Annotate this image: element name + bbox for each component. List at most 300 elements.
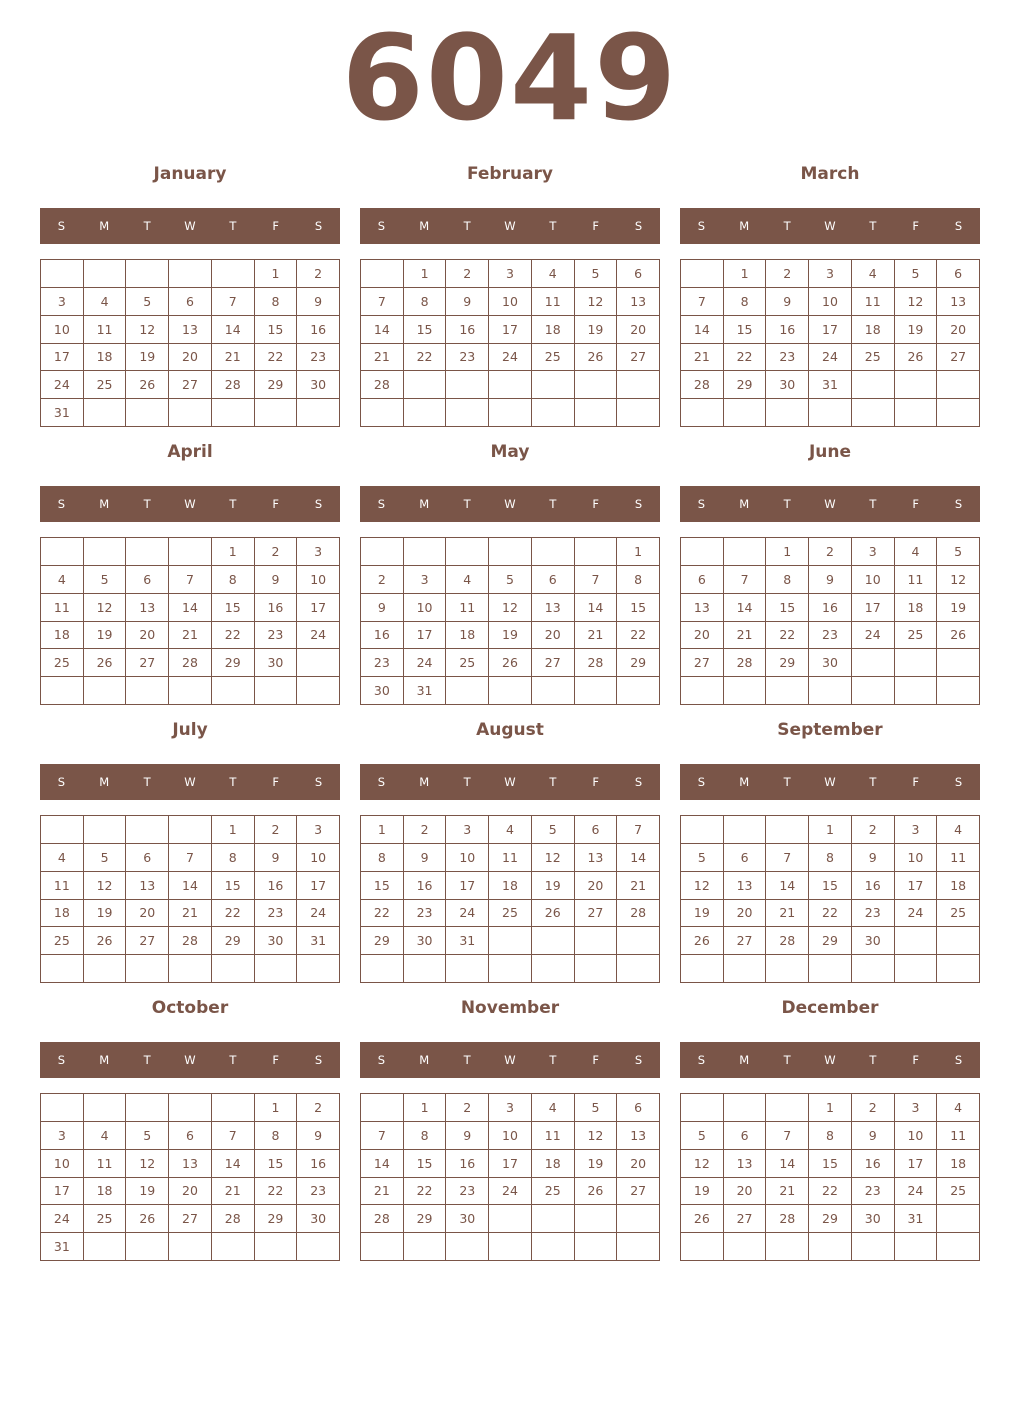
day-cell [937, 955, 980, 983]
day-cell: 24 [41, 371, 84, 399]
day-cell: 7 [681, 288, 724, 316]
day-cell: 22 [404, 344, 447, 372]
day-grid [360, 1093, 660, 1261]
month-july [40, 718, 340, 986]
day-cell [489, 955, 532, 983]
day-cell: 11 [895, 566, 938, 594]
weekday-label: M [419, 1053, 430, 1067]
day-cell [489, 371, 532, 399]
day-cell [852, 677, 895, 705]
day-cell: 29 [212, 649, 255, 677]
day-cell: 18 [84, 1178, 127, 1206]
day-cell: 25 [895, 622, 938, 650]
day-cell: 27 [724, 927, 767, 955]
day-cell: 14 [361, 316, 404, 344]
day-cell: 22 [361, 900, 404, 928]
day-cell: 2 [255, 816, 298, 844]
weekday-label: T [783, 219, 791, 233]
day-cell: 15 [212, 594, 255, 622]
day-grid [40, 537, 340, 705]
weekday-label: W [184, 497, 196, 511]
weekday-label: S [634, 497, 643, 511]
day-cell: 8 [724, 288, 767, 316]
day-cell [212, 260, 255, 288]
day-cell: 12 [937, 566, 980, 594]
day-cell: 20 [617, 1150, 660, 1178]
day-cell: 20 [724, 900, 767, 928]
day-cell: 28 [766, 1205, 809, 1233]
day-cell: 22 [212, 622, 255, 650]
day-cell [361, 955, 404, 983]
day-cell: 5 [681, 1122, 724, 1150]
weekday-header [360, 764, 660, 800]
day-cell: 6 [937, 260, 980, 288]
day-cell [84, 1094, 127, 1122]
day-cell: 10 [297, 566, 340, 594]
day-cell: 3 [404, 566, 447, 594]
day-cell: 8 [212, 844, 255, 872]
day-cell [575, 538, 618, 566]
day-cell: 12 [575, 1122, 618, 1150]
day-cell: 7 [212, 288, 255, 316]
day-cell [41, 955, 84, 983]
day-cell: 21 [212, 1178, 255, 1206]
day-cell [532, 371, 575, 399]
day-cell: 8 [404, 288, 447, 316]
day-cell: 6 [532, 566, 575, 594]
day-cell [126, 677, 169, 705]
day-cell: 20 [575, 872, 618, 900]
day-cell: 25 [489, 900, 532, 928]
day-cell: 26 [84, 649, 127, 677]
day-cell: 17 [41, 1178, 84, 1206]
day-cell: 13 [617, 1122, 660, 1150]
day-cell: 6 [724, 844, 767, 872]
day-cell: 11 [532, 288, 575, 316]
day-cell [212, 955, 255, 983]
day-cell: 12 [126, 316, 169, 344]
day-cell [169, 538, 212, 566]
day-cell: 2 [255, 538, 298, 566]
day-cell: 12 [681, 1150, 724, 1178]
day-cell: 14 [169, 872, 212, 900]
day-cell: 15 [212, 872, 255, 900]
weekday-label: T [143, 1053, 151, 1067]
day-cell: 16 [446, 1150, 489, 1178]
day-cell: 14 [766, 872, 809, 900]
day-cell: 18 [489, 872, 532, 900]
month-march [680, 162, 980, 430]
weekday-label: W [504, 219, 516, 233]
weekday-label: M [739, 219, 750, 233]
day-cell: 9 [809, 566, 852, 594]
day-cell: 18 [532, 316, 575, 344]
day-cell: 19 [895, 316, 938, 344]
day-cell: 24 [895, 900, 938, 928]
day-cell: 29 [212, 927, 255, 955]
day-cell: 11 [532, 1122, 575, 1150]
day-cell: 10 [809, 288, 852, 316]
day-grid [40, 1093, 340, 1261]
day-cell [724, 1094, 767, 1122]
day-cell [681, 260, 724, 288]
day-cell: 8 [809, 1122, 852, 1150]
day-cell: 16 [255, 594, 298, 622]
weekday-label: W [504, 775, 516, 789]
day-cell [84, 260, 127, 288]
day-cell: 21 [766, 900, 809, 928]
day-cell: 30 [446, 1205, 489, 1233]
month-name: December [781, 998, 879, 1018]
day-cell: 18 [41, 622, 84, 650]
weekday-label: F [912, 775, 920, 789]
day-cell [297, 399, 340, 427]
day-cell [41, 260, 84, 288]
day-cell [126, 955, 169, 983]
day-cell: 24 [895, 1178, 938, 1206]
day-cell: 28 [575, 649, 618, 677]
day-cell: 18 [84, 344, 127, 372]
day-cell: 20 [532, 622, 575, 650]
day-cell: 18 [895, 594, 938, 622]
day-cell [895, 927, 938, 955]
day-cell: 23 [255, 622, 298, 650]
day-cell: 26 [126, 1205, 169, 1233]
day-cell: 19 [575, 1150, 618, 1178]
day-cell: 11 [937, 1122, 980, 1150]
day-cell: 19 [84, 900, 127, 928]
day-cell: 17 [446, 872, 489, 900]
day-cell [84, 538, 127, 566]
day-cell: 25 [446, 649, 489, 677]
weekday-label: T [463, 775, 471, 789]
day-cell: 22 [617, 622, 660, 650]
day-cell [169, 260, 212, 288]
day-cell [575, 1233, 618, 1261]
day-grid [680, 537, 980, 705]
day-cell: 12 [895, 288, 938, 316]
day-cell: 4 [852, 260, 895, 288]
day-cell: 27 [126, 927, 169, 955]
weekday-label: M [739, 1053, 750, 1067]
day-cell [532, 399, 575, 427]
day-cell: 24 [297, 900, 340, 928]
day-cell [852, 1233, 895, 1261]
day-cell: 7 [169, 566, 212, 594]
day-cell [489, 1233, 532, 1261]
day-cell: 26 [895, 344, 938, 372]
weekday-label: W [184, 1053, 196, 1067]
month-name: January [153, 164, 227, 184]
weekday-header [360, 1042, 660, 1078]
day-cell: 18 [446, 622, 489, 650]
day-cell: 4 [489, 816, 532, 844]
day-cell: 14 [681, 316, 724, 344]
month-name: June [808, 442, 852, 462]
day-cell: 2 [766, 260, 809, 288]
weekday-label: T [783, 775, 791, 789]
day-cell: 9 [255, 844, 298, 872]
day-cell: 25 [84, 1205, 127, 1233]
day-cell [255, 1233, 298, 1261]
day-cell: 23 [852, 900, 895, 928]
day-cell: 30 [297, 1205, 340, 1233]
day-cell: 28 [169, 649, 212, 677]
weekday-label: M [419, 219, 430, 233]
day-cell: 5 [575, 1094, 618, 1122]
weekday-label: S [314, 775, 323, 789]
day-cell: 5 [84, 566, 127, 594]
day-cell: 27 [937, 344, 980, 372]
day-cell: 15 [809, 872, 852, 900]
day-cell [766, 1094, 809, 1122]
day-cell [532, 677, 575, 705]
day-cell [617, 371, 660, 399]
day-grid [40, 815, 340, 983]
day-cell: 3 [41, 1122, 84, 1150]
day-cell: 7 [724, 566, 767, 594]
day-cell: 11 [84, 316, 127, 344]
day-cell: 21 [169, 622, 212, 650]
day-cell [681, 1233, 724, 1261]
day-cell: 25 [852, 344, 895, 372]
month-name: February [466, 164, 554, 184]
day-cell: 27 [575, 900, 618, 928]
day-cell [937, 1205, 980, 1233]
day-cell: 6 [169, 1122, 212, 1150]
day-cell: 7 [575, 566, 618, 594]
weekday-label: T [229, 497, 237, 511]
weekday-label: M [99, 1053, 110, 1067]
day-cell [724, 955, 767, 983]
day-grid [680, 259, 980, 427]
weekday-label: M [739, 497, 750, 511]
day-cell: 7 [361, 1122, 404, 1150]
day-cell [766, 955, 809, 983]
day-cell: 10 [446, 844, 489, 872]
day-cell: 14 [361, 1150, 404, 1178]
weekday-label: S [377, 775, 386, 789]
day-cell: 19 [937, 594, 980, 622]
weekday-label: M [739, 775, 750, 789]
day-cell: 20 [126, 900, 169, 928]
day-cell: 11 [852, 288, 895, 316]
weekday-label: F [272, 497, 280, 511]
weekday-label: W [184, 775, 196, 789]
weekday-label: S [314, 219, 323, 233]
day-cell: 26 [84, 927, 127, 955]
day-cell [446, 955, 489, 983]
day-cell: 15 [404, 316, 447, 344]
day-cell: 9 [446, 288, 489, 316]
month-february [360, 162, 660, 430]
day-cell: 31 [41, 399, 84, 427]
day-grid [360, 537, 660, 705]
day-cell [297, 649, 340, 677]
day-cell: 12 [126, 1150, 169, 1178]
day-cell: 14 [766, 1150, 809, 1178]
day-cell: 4 [446, 566, 489, 594]
day-cell: 6 [126, 844, 169, 872]
day-cell: 4 [532, 1094, 575, 1122]
day-cell: 30 [852, 1205, 895, 1233]
day-cell [84, 1233, 127, 1261]
day-cell: 11 [489, 844, 532, 872]
day-cell: 27 [724, 1205, 767, 1233]
day-cell: 6 [169, 288, 212, 316]
day-cell: 13 [575, 844, 618, 872]
day-cell: 28 [361, 1205, 404, 1233]
day-cell: 17 [489, 316, 532, 344]
weekday-label: T [463, 1053, 471, 1067]
day-cell [84, 399, 127, 427]
day-cell: 16 [809, 594, 852, 622]
day-cell: 10 [41, 316, 84, 344]
day-cell: 9 [852, 1122, 895, 1150]
day-cell: 10 [852, 566, 895, 594]
day-cell: 25 [532, 1178, 575, 1206]
day-cell [361, 260, 404, 288]
day-cell: 23 [809, 622, 852, 650]
month-april [40, 440, 340, 708]
day-cell: 15 [255, 316, 298, 344]
day-cell: 14 [212, 1150, 255, 1178]
day-cell: 9 [297, 288, 340, 316]
month-november [360, 996, 660, 1264]
year-title: 6049 [341, 9, 679, 147]
day-cell: 12 [489, 594, 532, 622]
day-cell [937, 371, 980, 399]
weekday-label: F [272, 219, 280, 233]
day-cell [937, 677, 980, 705]
day-cell: 1 [404, 1094, 447, 1122]
day-cell [126, 260, 169, 288]
weekday-header [680, 1042, 980, 1078]
day-cell: 5 [532, 816, 575, 844]
day-cell: 6 [126, 566, 169, 594]
day-cell: 21 [212, 344, 255, 372]
day-cell: 15 [724, 316, 767, 344]
weekday-label: S [634, 775, 643, 789]
day-cell: 2 [404, 816, 447, 844]
day-grid [680, 1093, 980, 1261]
day-cell: 10 [489, 1122, 532, 1150]
day-cell [126, 816, 169, 844]
day-cell [895, 399, 938, 427]
day-cell: 21 [724, 622, 767, 650]
day-cell: 7 [766, 844, 809, 872]
weekday-label: F [912, 1053, 920, 1067]
day-cell: 19 [84, 622, 127, 650]
weekday-header [680, 208, 980, 244]
day-cell: 24 [809, 344, 852, 372]
day-grid [40, 259, 340, 427]
day-cell: 30 [255, 649, 298, 677]
day-cell: 21 [681, 344, 724, 372]
day-cell: 3 [297, 816, 340, 844]
day-cell: 20 [681, 622, 724, 650]
day-cell [169, 955, 212, 983]
day-cell [446, 677, 489, 705]
weekday-label: F [592, 775, 600, 789]
day-cell: 8 [255, 288, 298, 316]
day-cell: 15 [766, 594, 809, 622]
weekday-label: W [824, 497, 836, 511]
day-cell [255, 677, 298, 705]
weekday-label: T [463, 497, 471, 511]
day-cell [361, 399, 404, 427]
day-cell: 4 [84, 288, 127, 316]
weekday-label: T [549, 1053, 557, 1067]
day-cell: 21 [361, 1178, 404, 1206]
day-cell [446, 371, 489, 399]
day-cell: 21 [169, 900, 212, 928]
day-cell [489, 399, 532, 427]
day-cell: 18 [852, 316, 895, 344]
weekday-label: T [229, 219, 237, 233]
day-cell: 13 [169, 316, 212, 344]
day-cell: 12 [575, 288, 618, 316]
day-cell [575, 677, 618, 705]
day-cell [361, 1094, 404, 1122]
day-cell: 31 [809, 371, 852, 399]
day-cell: 25 [41, 649, 84, 677]
day-cell [532, 927, 575, 955]
day-cell: 28 [766, 927, 809, 955]
weekday-label: S [377, 1053, 386, 1067]
day-cell [575, 927, 618, 955]
day-cell: 30 [297, 371, 340, 399]
weekday-label: F [912, 219, 920, 233]
weekday-label: W [824, 219, 836, 233]
weekday-header [360, 486, 660, 522]
month-name: July [172, 720, 208, 740]
day-cell [212, 677, 255, 705]
day-cell: 3 [446, 816, 489, 844]
day-cell: 7 [361, 288, 404, 316]
day-cell: 13 [724, 1150, 767, 1178]
weekday-label: T [143, 219, 151, 233]
day-cell [361, 1233, 404, 1261]
day-cell [852, 649, 895, 677]
day-cell: 19 [532, 872, 575, 900]
month-january [40, 162, 340, 430]
day-cell: 15 [255, 1150, 298, 1178]
day-cell [41, 816, 84, 844]
day-cell: 12 [681, 872, 724, 900]
day-cell: 7 [766, 1122, 809, 1150]
day-cell: 21 [575, 622, 618, 650]
day-cell [937, 399, 980, 427]
day-cell [169, 399, 212, 427]
day-cell: 1 [212, 538, 255, 566]
day-cell: 15 [617, 594, 660, 622]
day-cell: 22 [255, 1178, 298, 1206]
weekday-label: M [99, 775, 110, 789]
day-cell [681, 399, 724, 427]
day-cell: 20 [724, 1178, 767, 1206]
day-cell [895, 371, 938, 399]
day-cell: 23 [852, 1178, 895, 1206]
day-cell: 22 [212, 900, 255, 928]
weekday-label: S [954, 1053, 963, 1067]
weekday-label: W [184, 219, 196, 233]
day-cell: 29 [809, 927, 852, 955]
weekday-label: T [783, 1053, 791, 1067]
day-cell: 6 [575, 816, 618, 844]
day-cell [681, 1094, 724, 1122]
day-cell: 12 [84, 872, 127, 900]
